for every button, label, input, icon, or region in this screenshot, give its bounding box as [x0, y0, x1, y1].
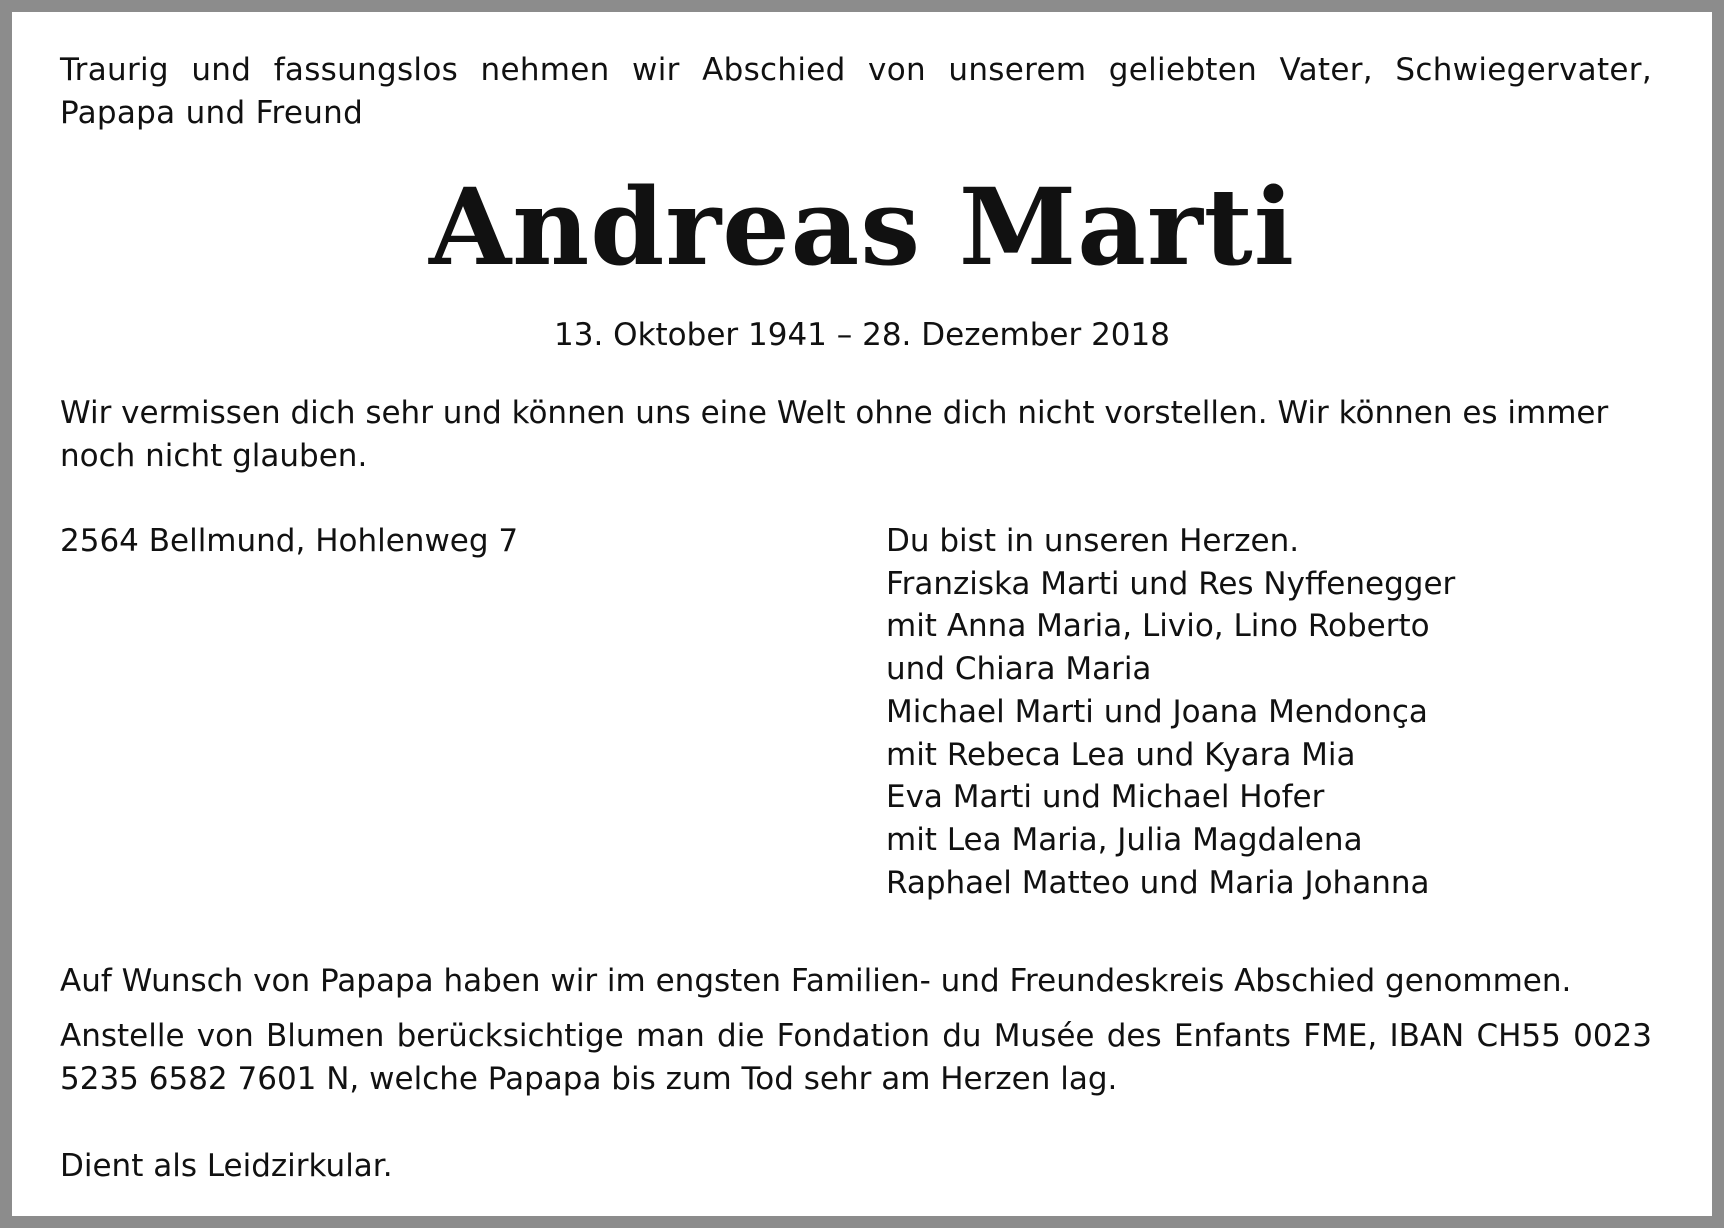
family-line: Michael Marti und Joana Mendonça — [886, 693, 1428, 730]
family-line: mit Anna Maria, Livio, Lino Roberto — [886, 608, 1430, 645]
donation-text: Anstelle von Blumen berücksichtige man die Fondation du Musée des Enfants FME, IBAN CH55 0023 5235 6582 7601 N, welche Papapa bis zum Tod sehr am Herzen lag. — [60, 1018, 1652, 1097]
family-line: Eva Marti und Michael Hofer — [886, 779, 1325, 816]
deceased-name: Andreas Marti — [428, 164, 1296, 289]
family-line: und Chiara Maria — [886, 651, 1152, 688]
wish-text: Auf Wunsch von Papapa haben wir im engsten Familien- und Freundeskreis Abschied genommen. — [60, 963, 1572, 999]
obituary-notice — [12, 12, 1712, 1216]
family-list — [886, 520, 1455, 904]
circular-note: Dient als Leidzirkular. — [60, 1148, 393, 1184]
family-line: Raphael Matteo und Maria Johanna — [886, 864, 1430, 901]
miss-text: Wir vermissen dich sehr und können uns eine Welt ohne dich nicht vorstellen. Wir können es immer noch nicht glauben. — [60, 395, 1609, 474]
address: 2564 Bellmund, Hohlenweg 7 — [60, 523, 519, 559]
family-line: Franziska Marti und Res Nyffenegger — [886, 565, 1456, 602]
family-line: mit Rebeca Lea und Kyara Mia — [886, 736, 1356, 773]
life-dates: 13. Oktober 1941 – 28. Dezember 2018 — [554, 317, 1170, 353]
family-line: mit Lea Maria, Julia Magdalena — [886, 821, 1363, 858]
family-line: Du bist in unseren Herzen. — [886, 523, 1300, 559]
intro-text: Traurig und fassungslos nehmen wir Abschied von unserem geliebten Vater, Schwiegervater, Papapa und Freund — [60, 52, 1652, 131]
